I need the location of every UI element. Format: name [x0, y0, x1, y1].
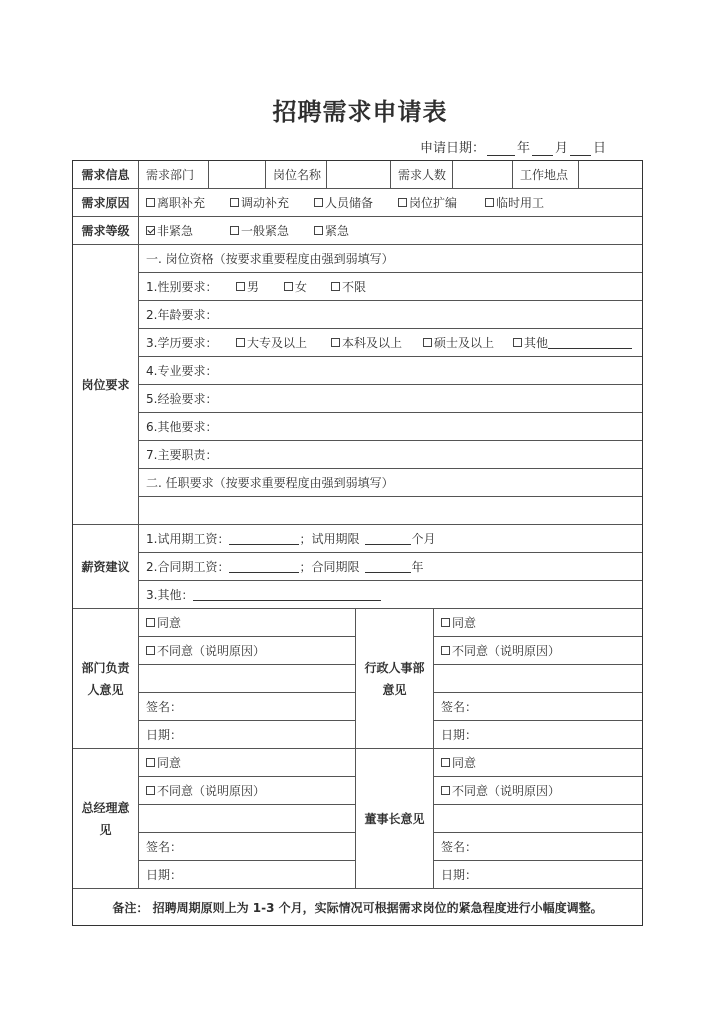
signature-field[interactable] [182, 693, 355, 720]
year-unit: 年 [517, 141, 531, 156]
date-row [434, 721, 642, 748]
apply-year-field[interactable] [487, 143, 515, 156]
option-label: 男 [247, 280, 260, 294]
apply-date-label: 申请日期： [420, 141, 486, 156]
disagree-label: 不同意（说明原因） [157, 784, 266, 798]
option-label: 硕士及以上 [434, 336, 495, 350]
hr-opinion-label [356, 609, 434, 748]
disagree-checkbox[interactable] [441, 786, 450, 795]
approval-label-text: 行政人事部意见 [364, 660, 425, 697]
disagree-row[interactable] [434, 777, 642, 805]
agree-row[interactable] [434, 749, 642, 777]
date-row [139, 861, 355, 888]
reason-field[interactable] [434, 805, 642, 833]
level-option[interactable] [314, 222, 349, 239]
requirements-section [73, 245, 642, 525]
salary-other-row [139, 581, 642, 608]
department-label: 需求部门 [139, 161, 209, 188]
sign-row [139, 833, 355, 861]
sign-row [434, 833, 642, 861]
day-unit: 日 [593, 141, 607, 156]
education-option[interactable] [423, 334, 513, 351]
date-field[interactable] [182, 721, 355, 748]
info-row-label: 需求信息 [73, 161, 139, 188]
dept-head-opinion-label [73, 609, 139, 748]
option-label: 大专及以上 [247, 336, 308, 350]
salary-label: 薪资建议 [73, 525, 139, 608]
duties-field[interactable] [217, 441, 642, 468]
duties-label: 7.主要职责： [146, 448, 218, 462]
age-field[interactable] [217, 301, 642, 328]
major-label: 4.专业要求： [146, 364, 218, 378]
age-row [139, 301, 642, 329]
department-field[interactable] [209, 161, 266, 188]
date-label: 日期： [441, 868, 478, 882]
reason-field[interactable] [434, 665, 642, 693]
agree-label: 同意 [452, 756, 477, 770]
checkbox[interactable] [423, 338, 432, 347]
sign-label: 签名： [146, 700, 183, 714]
checkbox[interactable] [230, 198, 239, 207]
agree-row[interactable] [139, 609, 355, 637]
option-label: 女 [295, 280, 308, 294]
agree-checkbox[interactable] [441, 618, 450, 627]
checkbox[interactable] [146, 198, 155, 207]
dept-head-opinion [139, 609, 356, 748]
disagree-checkbox[interactable] [146, 646, 155, 655]
checkbox[interactable] [331, 338, 340, 347]
probation-term-field[interactable] [365, 532, 411, 545]
sign-label: 签名： [146, 840, 183, 854]
reason-option[interactable] [314, 194, 398, 211]
hr-opinion [434, 609, 642, 748]
education-option[interactable] [513, 334, 548, 351]
other-requirements-field[interactable] [217, 413, 642, 440]
approval-label-text: 总经理意见 [81, 800, 130, 837]
month-unit: 月 [555, 141, 569, 156]
disagree-checkbox[interactable] [441, 646, 450, 655]
contract-term-label: ；合同期限 [299, 560, 360, 574]
option-label: 不限 [342, 280, 367, 294]
sign-label: 签名： [441, 840, 478, 854]
option-label: 岗位扩编 [409, 196, 458, 210]
agree-label: 同意 [157, 756, 182, 770]
agree-label: 同意 [452, 616, 477, 630]
checkbox[interactable] [284, 282, 293, 291]
disagree-row[interactable] [139, 777, 355, 805]
agree-row[interactable] [139, 749, 355, 777]
note-text: 备注： 招聘周期原则上为 1-3 个月，实际情况可根据需求岗位的紧急程度进行小幅度调整。 [112, 900, 603, 915]
note-row [73, 889, 642, 925]
checkbox[interactable] [230, 226, 239, 235]
headcount-label: 需求人数 [391, 161, 453, 188]
gender-option[interactable] [331, 278, 366, 295]
disagree-label: 不同意（说明原因） [452, 644, 561, 658]
gender-row [139, 273, 642, 301]
gm-opinion [139, 749, 356, 888]
education-option[interactable] [331, 334, 423, 351]
salary-section [73, 525, 642, 609]
qualification-heading: 一. 岗位资格（按要求重要程度由强到弱填写） [146, 252, 394, 266]
requirements-rows [139, 245, 642, 524]
reason-option[interactable] [146, 194, 230, 211]
agree-label: 同意 [157, 616, 182, 630]
disagree-label: 不同意（说明原因） [157, 644, 266, 658]
apply-date [420, 137, 606, 156]
major-field[interactable] [217, 357, 642, 384]
level-row-label: 需求等级 [73, 217, 139, 244]
job-heading: 二. 任职要求（按要求重要程度由强到弱填写） [146, 476, 394, 490]
approval-section-2 [73, 749, 642, 889]
date-field[interactable] [477, 861, 642, 888]
sign-row [434, 693, 642, 721]
age-label: 2.年龄要求： [146, 308, 218, 322]
position-label: 岗位名称 [266, 161, 327, 188]
probation-term-label: ；试用期限 [299, 532, 360, 546]
requirements-label: 岗位要求 [73, 245, 139, 524]
disagree-row[interactable] [139, 637, 355, 665]
qualification-heading-row [139, 245, 642, 273]
approval-section-1 [73, 609, 642, 749]
other-requirements-label: 6.其他要求： [146, 420, 218, 434]
position-field[interactable] [327, 161, 391, 188]
option-label: 调动补充 [241, 196, 290, 210]
info-row [73, 161, 642, 189]
option-label: 一般紧急 [241, 224, 290, 238]
probation-row [139, 525, 642, 553]
signature-field[interactable] [182, 833, 355, 860]
contract-term-unit: 年 [411, 560, 424, 574]
gender-label: 1.性别要求： [146, 280, 218, 294]
probation-term-unit: 个月 [411, 532, 436, 546]
date-label: 日期： [146, 868, 183, 882]
option-label: 非紧急 [157, 224, 194, 238]
disagree-label: 不同意（说明原因） [452, 784, 561, 798]
reason-options [139, 189, 642, 216]
agree-checkbox[interactable] [441, 758, 450, 767]
disagree-checkbox[interactable] [146, 786, 155, 795]
checkbox[interactable] [331, 282, 340, 291]
option-label: 本科及以上 [342, 336, 403, 350]
probation-wage-field[interactable] [229, 532, 299, 545]
date-field[interactable] [477, 721, 642, 748]
signature-field[interactable] [477, 833, 642, 860]
date-label: 日期： [441, 728, 478, 742]
date-field[interactable] [182, 861, 355, 888]
option-label: 紧急 [325, 224, 350, 238]
job-requirements-field[interactable] [139, 497, 642, 524]
checkbox[interactable] [236, 338, 245, 347]
checkbox[interactable] [485, 198, 494, 207]
contract-row [139, 553, 642, 581]
education-row [139, 329, 642, 357]
form-title: 招聘需求申请表 [272, 98, 448, 126]
approval-label-text: 部门负责人意见 [81, 660, 130, 697]
major-row [139, 357, 642, 385]
level-option[interactable] [230, 222, 314, 239]
location-label: 工作地点 [513, 161, 579, 188]
reason-row-label: 需求原因 [73, 189, 139, 216]
date-label: 日期： [146, 728, 183, 742]
reason-option[interactable] [230, 194, 314, 211]
option-label: 人员储备 [325, 196, 374, 210]
disagree-row[interactable] [434, 637, 642, 665]
approval-label-text: 董事长意见 [364, 811, 425, 826]
education-label: 3.学历要求： [146, 336, 218, 350]
chairman-opinion-label [356, 749, 434, 888]
chairman-opinion [434, 749, 642, 888]
reason-field[interactable] [139, 665, 355, 693]
apply-month-field[interactable] [532, 143, 553, 156]
education-other-field[interactable] [548, 336, 632, 349]
duties-row [139, 441, 642, 469]
checkbox[interactable] [314, 198, 323, 207]
contract-wage-field[interactable] [229, 560, 299, 573]
education-option[interactable] [236, 334, 331, 351]
gender-option[interactable] [236, 278, 284, 295]
job-heading-row [139, 469, 642, 497]
signature-field[interactable] [477, 693, 642, 720]
agree-checkbox[interactable] [146, 618, 155, 627]
reason-option[interactable] [398, 194, 485, 211]
apply-day-field[interactable] [570, 143, 591, 156]
agree-checkbox[interactable] [146, 758, 155, 767]
other-requirements-row [139, 413, 642, 441]
date-row [139, 721, 355, 748]
sign-label: 签名： [441, 700, 478, 714]
experience-label: 5.经验要求： [146, 392, 218, 406]
location-field[interactable] [579, 161, 642, 188]
checkbox[interactable] [398, 198, 407, 207]
salary-rows [139, 525, 642, 608]
sign-row [139, 693, 355, 721]
checkbox[interactable] [314, 226, 323, 235]
probation-wage-label: 1.试用期工资： [146, 532, 230, 546]
requisition-table [72, 160, 643, 926]
option-label: 临时用工 [496, 196, 545, 210]
salary-other-label: 3.其他： [146, 588, 194, 602]
checkbox[interactable] [236, 282, 245, 291]
gm-opinion-label [73, 749, 139, 888]
agree-row[interactable] [434, 609, 642, 637]
reason-field[interactable] [139, 805, 355, 833]
level-option[interactable] [146, 222, 230, 239]
level-row [73, 217, 642, 245]
salary-other-field[interactable] [193, 588, 381, 601]
option-label: 离职补充 [157, 196, 206, 210]
reason-row [73, 189, 642, 217]
gender-option[interactable] [284, 278, 331, 295]
date-row [434, 861, 642, 888]
experience-field[interactable] [217, 385, 642, 412]
headcount-field[interactable] [453, 161, 513, 188]
checkbox[interactable] [146, 226, 155, 235]
contract-term-field[interactable] [365, 560, 411, 573]
level-options [139, 217, 642, 244]
experience-row [139, 385, 642, 413]
option-label: 其他 [524, 336, 549, 350]
reason-option[interactable] [485, 194, 544, 211]
contract-wage-label: 2.合同期工资： [146, 560, 230, 574]
checkbox[interactable] [513, 338, 522, 347]
